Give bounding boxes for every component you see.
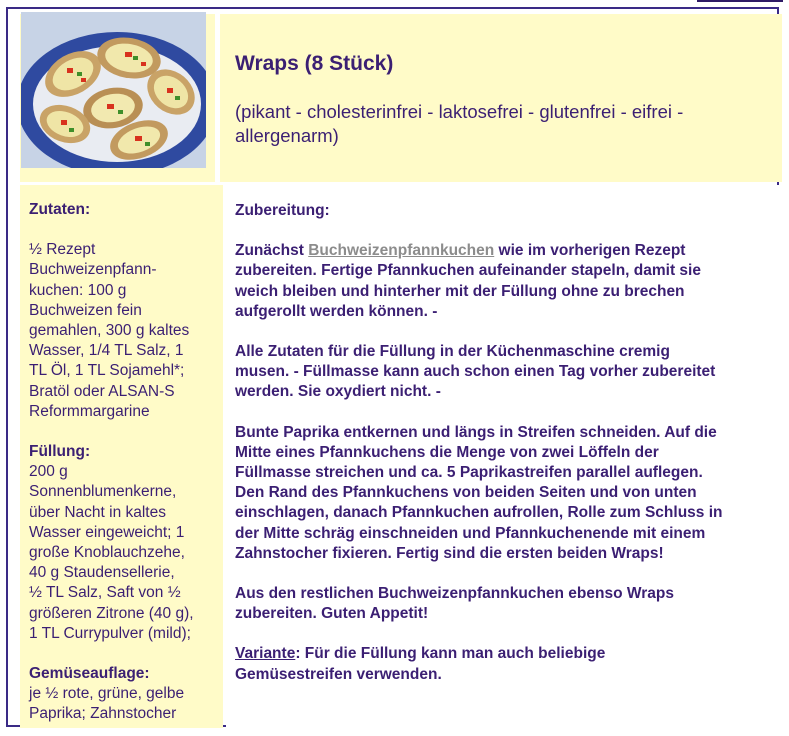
prep-line: zubereiten. Guten Appetit! [235, 605, 429, 623]
prep-line: Zahnstocher fixieren. Fertig sind die ersten beiden Wraps! [235, 544, 664, 562]
ingredient-line: Paprika; Zahnstocher [29, 705, 177, 723]
ingredient-line: große Knoblauchzehe, [29, 544, 185, 562]
prep-line: Bunte Paprika entkernen und längs in Streifen schneiden. Auf die [235, 423, 717, 441]
prep-line: werden. Sie oxydiert nicht. - [235, 383, 441, 401]
ingredient-line: TL Öl, 1 TL Sojamehl*; [29, 362, 185, 380]
ingredient-line: Reformmargarine [29, 402, 150, 420]
prep-line [235, 241, 775, 261]
recipe-title: Wraps (8 Stück) [235, 52, 394, 75]
prep-line: einschlagen, danach Pfannkuchen aufrollen, Rolle zum Schluss in [235, 504, 723, 522]
prep-line: musen. - Füllmasse kann auch schon einen Tag vorher zubereitet [235, 363, 716, 381]
wraps-photo [21, 12, 206, 168]
ingredient-line: ½ TL Salz, Saft von ½ [29, 584, 181, 602]
prep-text: Zunächst [235, 242, 309, 260]
ingredient-line: 1 TL Currypulver (mild); [29, 624, 191, 642]
prep-line: der Mitte schräg einschneiden und Pfannkuchenende mit einem [235, 524, 706, 542]
gemuese-heading: Gemüseauflage: [29, 665, 150, 683]
ingredient-line: ½ Rezept [29, 241, 96, 259]
buchweizenpfannkuchen-link[interactable]: Buchweizenpfannkuchen [308, 242, 495, 260]
prep-text: : Für die Füllung kann man auch beliebige [295, 645, 606, 663]
ingredient-line: 200 g [29, 463, 68, 481]
ingredient-line: 40 g Staudensellerie, [29, 564, 175, 582]
prep-line: zubereiten. Fertige Pfannkuchen aufeinander stapeln, damit sie [235, 262, 701, 280]
ingredient-line: über Nacht in kaltes [29, 503, 166, 521]
ingredient-line: kuchen: 100 g [29, 281, 127, 299]
variante-label: Variante [235, 645, 296, 663]
top-edge-line [697, 0, 783, 2]
ingredients-cell [20, 185, 223, 728]
preparation-heading: Zubereitung: [235, 202, 330, 219]
ingredient-line: je ½ rote, grüne, gelbe [29, 685, 185, 703]
prep-text: wie im vorherigen Rezept [494, 242, 686, 260]
zutaten-heading: Zutaten: [29, 201, 91, 218]
prep-line: Füllmasse streichen und ca. 5 Paprikastreifen parallel auflegen. [235, 464, 703, 482]
ingredient-line: Bratöl oder ALSAN-S [29, 382, 175, 400]
fuellung-heading: Füllung: [29, 443, 91, 461]
prep-line: Aus den restlichen Buchweizenpfannkuchen ebenso Wraps [235, 585, 674, 603]
header-cell [220, 14, 782, 182]
prep-line: weich bleiben und hinterher mit der Füllung ohne zu brechen [235, 282, 685, 300]
preparation-text [235, 201, 775, 685]
ingredients-list [29, 200, 219, 725]
ingredient-line: Buchweizen fein [29, 301, 142, 319]
ingredient-line: Buchweizenpfann- [29, 261, 157, 279]
preparation-cell [226, 185, 782, 728]
recipe-subtitle: (pikant - cholesterinfrei - laktosefrei - glutenfrei - eifrei - allergenarm) [235, 101, 684, 146]
ingredient-line: Wasser eingeweicht; 1 [29, 523, 185, 541]
prep-line: Gemüsestreifen verwenden. [235, 665, 442, 683]
prep-line: Mitte eines Pfannkuchens die Menge von zwei Löffeln der [235, 443, 659, 461]
prep-line: Den Rand des Pfannkuchens von beiden Seiten und von unten [235, 484, 697, 502]
ingredient-line: Wasser, 1/4 TL Salz, 1 [29, 342, 184, 360]
ingredient-line: größeren Zitrone (40 g), [29, 604, 194, 622]
prep-line: aufgerollt werden können. - [235, 302, 438, 320]
variante-line [235, 644, 775, 664]
ingredient-line: gemahlen, 300 g kaltes [29, 322, 190, 340]
prep-line: Alle Zutaten für die Füllung in der Küchenmaschine cremig [235, 343, 670, 361]
ingredient-line: Sonnenblumenkerne, [29, 483, 177, 501]
